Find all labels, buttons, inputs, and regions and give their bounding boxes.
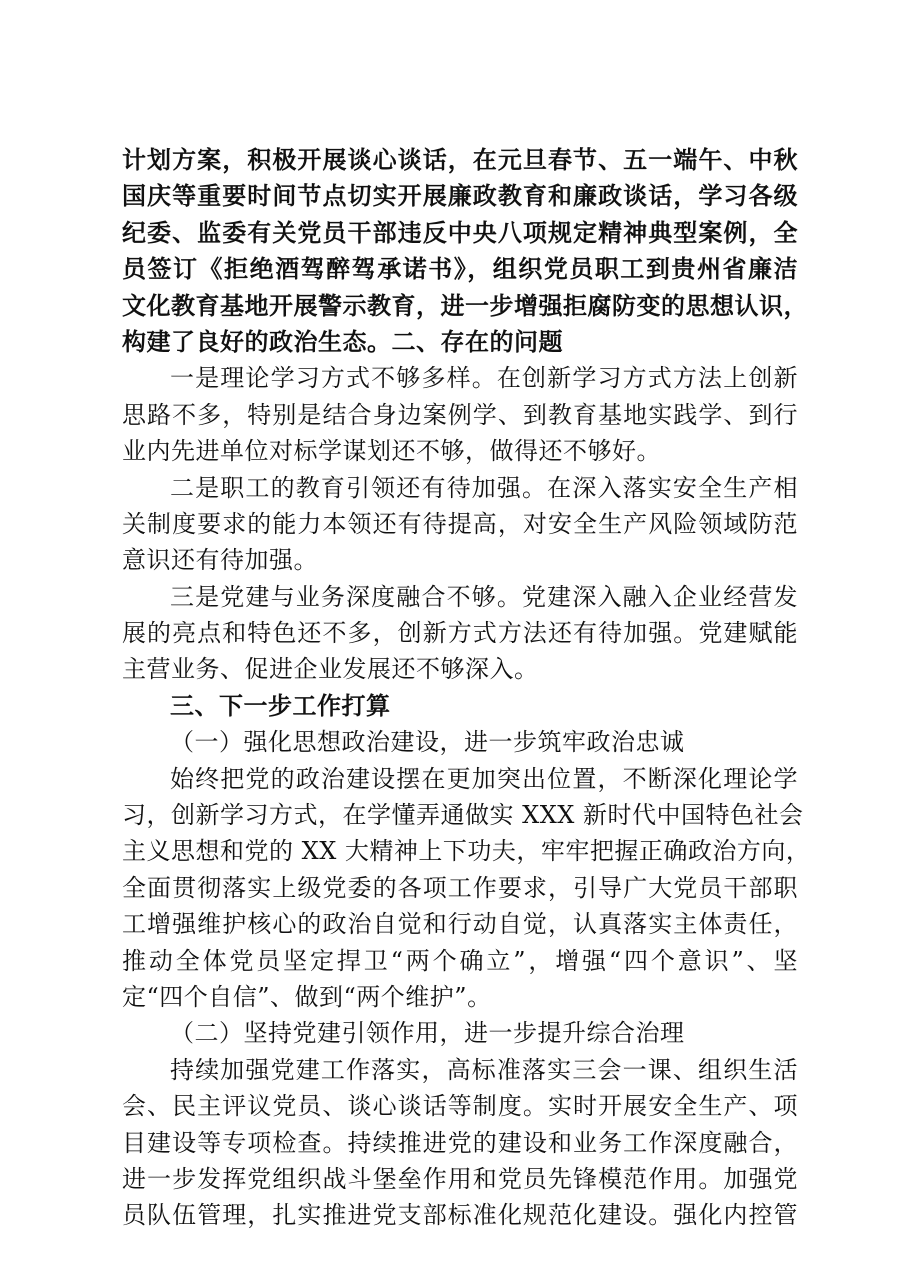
section-heading: 三、下一步工作打算: [170, 691, 391, 720]
problem-paragraph-1: [122, 360, 798, 469]
problem-paragraph-2: [122, 470, 798, 579]
subsection-heading-2: （二）坚持党建引领作用，进一步提升综合治理: [170, 1019, 685, 1048]
text-line: 三是党建与业务深度融合不够。党建深入融入企业经营发: [170, 582, 798, 611]
text-line: 文化教育基地开展警示教育，进一步增强拒腐防变的思想认识，: [122, 291, 808, 320]
text-line: 主义思想和党的 XX 大精神上下功夫，牢牢把握正确政治方向，: [122, 837, 811, 866]
text-line: 持续加强党建工作落实，高标准落实三会一课、组织生活: [170, 1055, 798, 1084]
text-line: 展的亮点和特色还不多，创新方式方法还有待加强。党建赋能: [122, 619, 798, 648]
text-line: 构建了良好的政治生态。二、存在的问题: [122, 327, 563, 356]
text-line: 员队伍管理，扎实推进党支部标准化规范化建设。强化内控管: [122, 1201, 798, 1230]
text-line: 始终把党的政治建设摆在更加突出位置，不断深化理论学: [170, 764, 798, 793]
text-line: 业内先进单位对标学谋划还不够，做得还不够好。: [122, 437, 661, 466]
text-line: 全面贯彻落实上级党委的各项工作要求，引导广大党员干部职: [122, 873, 798, 902]
text-line: 国庆等重要时间节点切实开展廉政教育和廉政谈话，学习各级: [122, 182, 798, 211]
subsection-heading-1: （一）强化思想政治建设，进一步筑牢政治忠诚: [170, 728, 685, 757]
text-line: 进一步发挥党组织战斗堡垒作用和党员先锋模范作用。加强党: [122, 1164, 798, 1193]
text-line: 目建设等专项检查。持续推进党的建设和业务工作深度融合，: [122, 1128, 798, 1157]
text-line: 员签订《拒绝酒驾醉驾承诺书》，组织党员职工到贵州省廉洁: [122, 255, 798, 284]
text-line: 定“四个自信”、做到“两个维护”。: [122, 982, 492, 1011]
text-line: 意识还有待加强。: [122, 546, 318, 575]
text-line: 会、民主评议党员、谈心谈话等制度。实时开展安全生产、项: [122, 1092, 798, 1121]
subsection-1-paragraph: [122, 761, 811, 1016]
text-line: 纪委、监委有关党员干部违反中央八项规定精神典型案例，全: [122, 218, 798, 247]
text-line: 推动全体党员坚定捍卫“两个确立”，增强“四个意识”、坚: [122, 946, 798, 975]
subsection-2-paragraph: [122, 1052, 798, 1234]
document-body: [122, 142, 811, 1234]
text-line: 习，创新学习方式，在学懂弄通做实 XXX 新时代中国特色社会: [122, 801, 804, 830]
continuation-paragraph: [122, 142, 808, 360]
text-line: 关制度要求的能力本领还有待提高，对安全生产风险领域防范: [122, 509, 798, 538]
text-line: 二是职工的教育引领还有待加强。在深入落实安全生产相: [170, 473, 798, 502]
text-line: 一是理论学习方式不够多样。在创新学习方式方法上创新: [170, 364, 798, 393]
text-line: 计划方案，积极开展谈心谈话，在元旦春节、五一端午、中秋: [122, 146, 798, 174]
text-line: 主营业务、促进企业发展还不够深入。: [122, 655, 539, 684]
text-line: 思路不多，特别是结合身边案例学、到教育基地实践学、到行: [122, 400, 798, 429]
text-line: 工增强维护核心的政治自觉和行动自觉，认真落实主体责任，: [122, 910, 798, 939]
problem-paragraph-3: [122, 579, 798, 688]
